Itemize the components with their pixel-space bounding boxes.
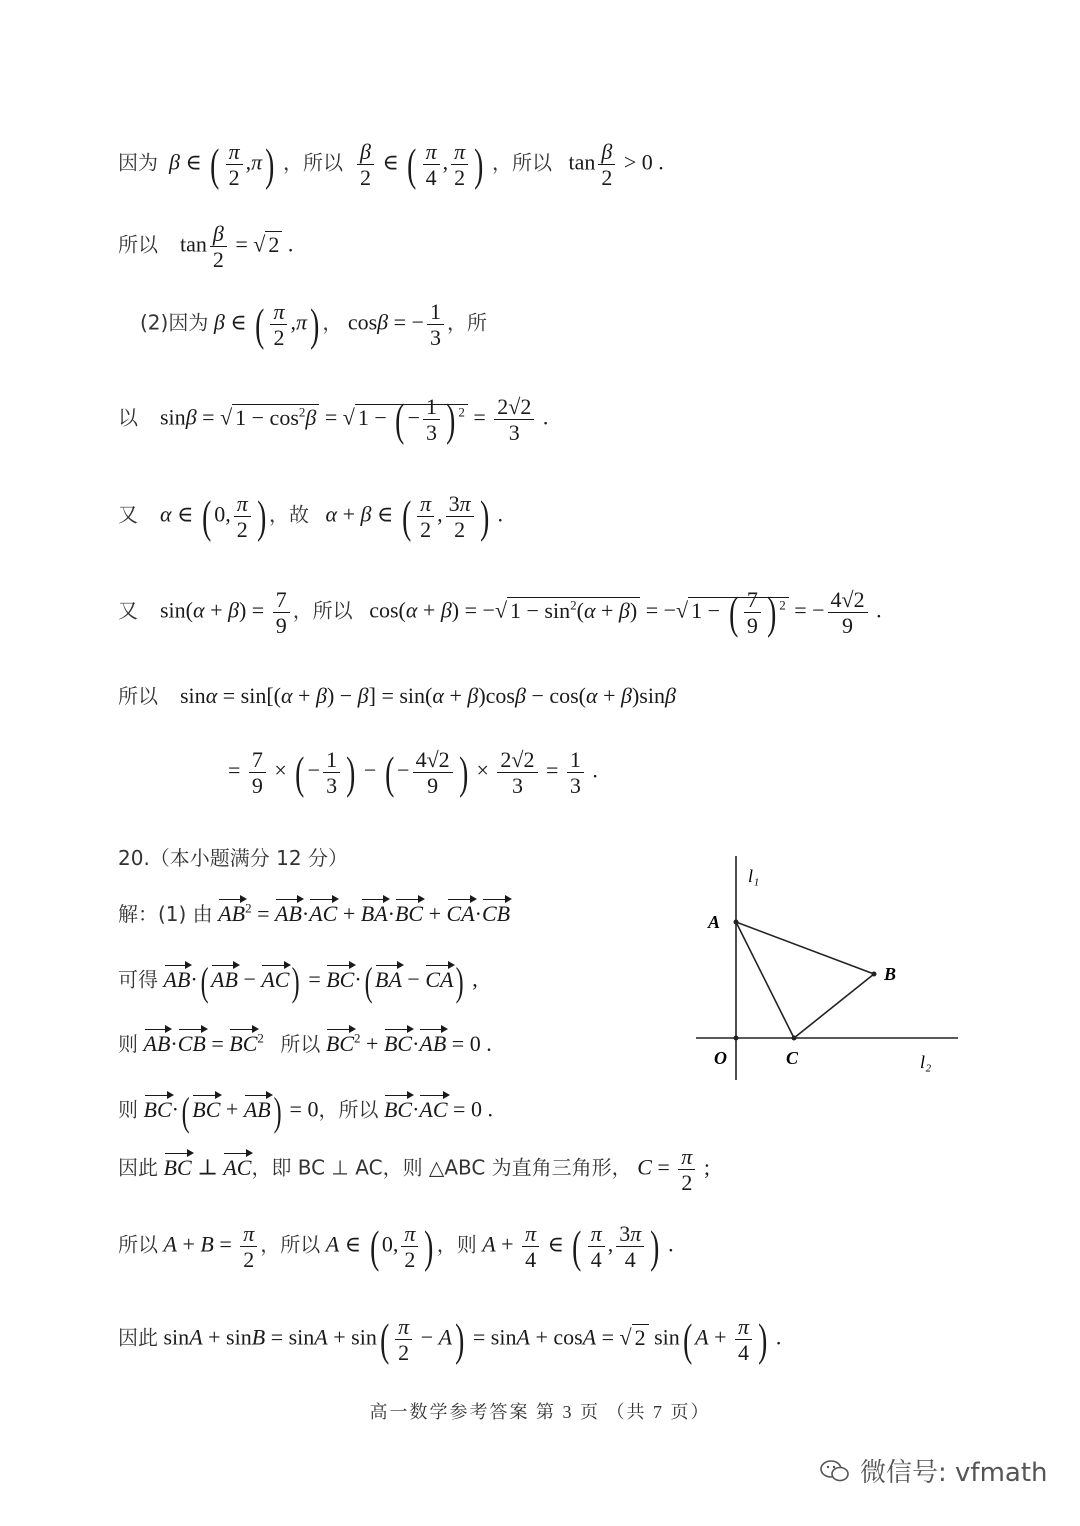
- text: ，: [322, 310, 343, 335]
- section-20-heading: [118, 842, 348, 871]
- label-c: C: [786, 1048, 799, 1068]
- line-7: 所以 sinα = sin[(α + β) − β] = sin(α + β)cosβ − cos(α + β)sinβ: [118, 683, 676, 708]
- label-a: A: [708, 912, 721, 932]
- point-c: [792, 1036, 797, 1041]
- text: ，故: [269, 502, 310, 527]
- text: ，所以: [318, 1097, 379, 1122]
- line-9: 解：(1) 由 $AB^2 = AB\cdot AC + BA\cdot BC + CA\cdot CB$: [118, 900, 511, 926]
- line-5: 又 α ∈ ( 0, $\frac{\pi}{2}$ ) ，故 α + β ∈ ( $\frac{\pi}{2}$ , $\frac{3\pi}{2}$ ) .: [118, 490, 504, 543]
- text: ，所以: [292, 598, 353, 623]
- text: 因此: [118, 1155, 158, 1180]
- text: 所以: [118, 232, 158, 257]
- text: 又: [118, 502, 138, 527]
- text: 所以: [118, 684, 158, 708]
- line-11: 则 $AB\cdot CB = BC^2$ 所以 $BC^2 + BC\cdot AB = 0$ .: [118, 1030, 492, 1056]
- label-o: O: [714, 1048, 727, 1068]
- wechat-icon: [820, 1459, 850, 1483]
- line-6: 又 sin(α + β) = $\frac{7}{9}$ ，所以 cos(α + β) = −√ $1 - \sin^2(\alpha + \beta)$ = −√ 1 − ( $\frac{7}{9}$ ) $^2$ = − $\frac{4√2}{9}$ .: [118, 586, 882, 639]
- text: 以: [118, 405, 138, 430]
- label-l2: l₂: [920, 1052, 932, 1072]
- text: 20.（本小题满分 12 分）: [118, 846, 348, 870]
- page-footer: 高一数学参考答案 第 3 页 （共 7 页）: [369, 1402, 711, 1422]
- text: 又: [118, 598, 138, 623]
- text: ，所以: [492, 150, 552, 175]
- line-3: (2)因为 β ∈ ( $\frac{\pi}{2}$ ,π) ， cosβ = − $\frac{1}{3}$ ，所: [140, 298, 487, 351]
- line-4: 以 sinβ = √ $1 - \cos^2\beta$ = √ 1 − ( − $\frac{1}{3}$ ) $^2$ = $\frac{2√2}{3}$ .: [118, 393, 549, 446]
- point-o: [734, 1036, 739, 1041]
- triangle-figure: [688, 856, 968, 1080]
- text: ，则: [436, 1232, 477, 1257]
- line-8: = $\frac{7}{9}$ × ( − $\frac{1}{3}$ ) − ( − $\frac{4√2}{9}$ ) × $\frac{2√2}{3}$ = $\frac{1}{3}$ .: [228, 746, 598, 799]
- watermark-text: 微信号: vfmath: [860, 1458, 1048, 1488]
- text: ，即 BC ⊥ AC，则 △ABC 为直角三角形，: [251, 1155, 632, 1180]
- point-a: [734, 920, 739, 925]
- text: 所以: [118, 1232, 158, 1257]
- line-13: 因此 BC ⊥ AC，即 BC ⊥ AC，则 △ABC 为直角三角形， C = $\frac{\pi}{2}$ ;: [118, 1144, 710, 1196]
- label-b: B: [884, 964, 897, 984]
- line-1: 因为 β ∈ ( $\frac{\pi}{2}$ ,π) ，所以 $\frac{\beta}{2}$ ∈ ( $\frac{\pi}{4}$ , $\frac{\pi}{2}$ ) ，所以 tan $\frac{\beta}{2}$ > 0 .: [118, 138, 664, 191]
- triangle-abc: [736, 922, 874, 1038]
- text: ，所: [446, 310, 487, 335]
- line-12: 则 BC·( BC + AB) = 0，所以 BC·AC = 0 .: [118, 1089, 493, 1134]
- text: ，所以: [260, 1232, 321, 1257]
- watermark: [820, 1452, 1048, 1489]
- text: 解：(1) 由: [118, 902, 213, 926]
- label-l1: l₁: [748, 866, 760, 886]
- line-14: 所以 A + B = $\frac{\pi}{2}$ ，所以 A ∈ ( 0, $\frac{\pi}{2}$ ) ，则 A + $\frac{\pi}{4}$ ∈ ( $\frac{\pi}{4}$ , $\frac{3\pi}{4}$ ) .: [118, 1220, 674, 1273]
- line-10: 可得 AB·( AB − AC) = BC·( BA − CA) ,: [118, 959, 478, 1004]
- text: 则: [118, 1032, 138, 1056]
- line-2: 所以 tan $\frac{\beta}{2}$ = √ 2 .: [118, 221, 294, 273]
- point-b: [872, 972, 877, 977]
- text: 则: [118, 1097, 138, 1122]
- text: 因为: [118, 150, 158, 175]
- text: 所以: [280, 1032, 321, 1056]
- text: (2)因为: [140, 310, 209, 335]
- text: 可得: [118, 967, 158, 992]
- text: 因此: [118, 1325, 158, 1350]
- text: ，所以: [282, 150, 343, 175]
- line-15: 因此 sinA + sinB = sinA + sin( $\frac{\pi}{2}$ − A) = sinA + cosA = √ 2 sin( A + $\frac{\pi}{4}$ ) .: [118, 1313, 782, 1366]
